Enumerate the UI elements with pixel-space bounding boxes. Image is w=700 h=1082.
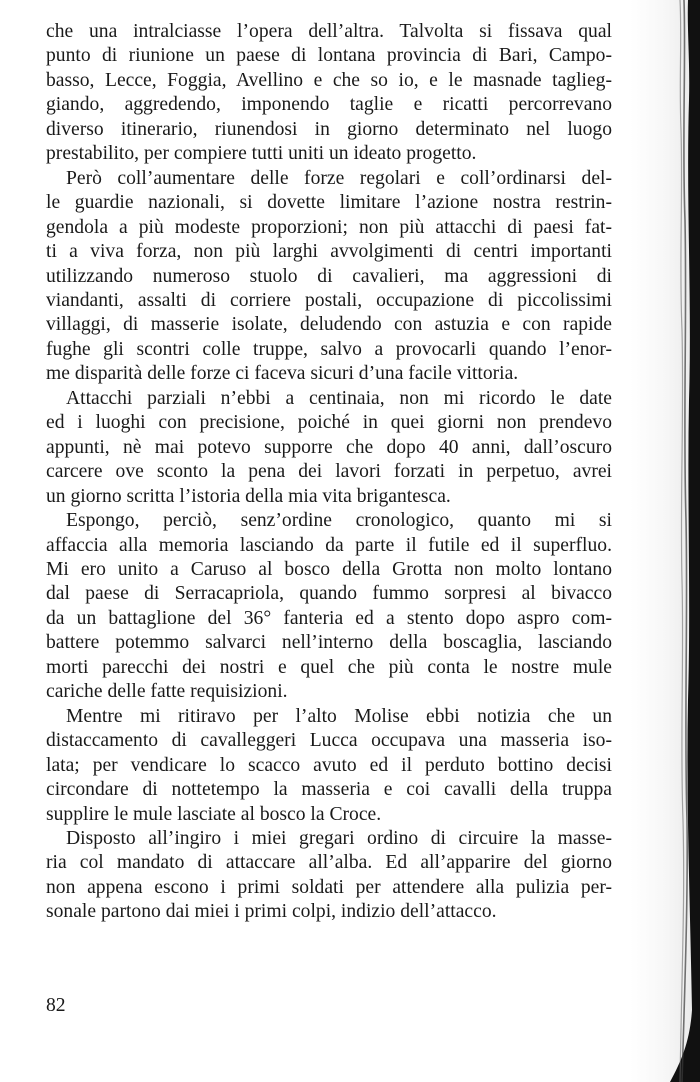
text-line: me disparità delle forze ci faceva sicuri d’una facile vittoria. xyxy=(46,363,519,385)
paragraph-3 xyxy=(46,387,612,509)
text-line: utilizzando numeroso stuolo di cavalieri, ma aggressioni di xyxy=(46,265,612,287)
text-line: ti a viva forza, non più larghi avvolgimenti di centri importanti xyxy=(46,241,612,263)
text-line: da un battaglione del 36° fanteria ed a stento dopo aspro com- xyxy=(46,607,612,629)
book-binding-shadow xyxy=(630,0,700,1082)
paragraph-1 xyxy=(46,20,612,167)
text-line: un giorno scritta l’istoria della mia vita brigantesca. xyxy=(46,485,451,507)
text-line: Espongo, perciò, senz’ordine cronologico, quanto mi si xyxy=(66,510,612,532)
page-number: 82 xyxy=(46,995,66,1016)
paragraph-4 xyxy=(46,509,612,705)
paragraph-5 xyxy=(46,705,612,827)
text-line: carcere ove sconto la pena dei lavori forzati in perpetuo, avrei xyxy=(46,461,612,483)
text-line: ria col mandato di attaccare all’alba. Ed all’apparire del giorno xyxy=(46,852,612,874)
text-line: Mi ero unito a Caruso al bosco della Grotta non molto lontano xyxy=(46,558,612,580)
text-line: le guardie nazionali, si dovette limitare l’azione nostra restrin- xyxy=(46,192,612,214)
text-line: battere potemmo salvarci nell’interno della boscaglia, lasciando xyxy=(46,632,612,654)
text-line: ed i luoghi con precisione, poiché in quei giorni non prendevo xyxy=(46,412,612,434)
paragraph-6 xyxy=(46,827,612,925)
text-line: basso, Lecce, Foggia, Avellino e che so io, e le masnade taglieg- xyxy=(46,69,612,91)
text-line: giando, aggredendo, imponendo taglie e ricatti percorrevano xyxy=(46,94,612,116)
text-line: non appena escono i primi soldati per attendere alla pulizia per- xyxy=(46,876,612,898)
text-line: prestabilito, per compiere tutti uniti un ideato progetto. xyxy=(46,143,477,165)
text-line: che una intralciasse l’opera dell’altra. Talvolta si fissava qual xyxy=(46,21,612,42)
text-line: supplire le mule lasciate al bosco la Croce. xyxy=(46,803,382,825)
text-line: Attacchi parziali n’ebbi a centinaia, non mi ricordo le date xyxy=(66,387,612,409)
text-line: dal paese di Serracapriola, quando fummo sorpresi al bivacco xyxy=(46,583,612,605)
page-text xyxy=(46,20,612,925)
text-line: sonale partono dai miei i primi colpi, indizio dell’attacco. xyxy=(46,901,497,923)
text-line: gendola a più modeste proporzioni; non più attacchi di paesi fat- xyxy=(46,216,612,238)
paragraph-2 xyxy=(46,167,612,387)
text-line: distaccamento di cavalleggeri Lucca occupava una masseria iso- xyxy=(46,730,612,752)
text-line: Disposto all’ingiro i miei gregari ordino di circuire la masse- xyxy=(66,827,612,849)
text-line: affaccia alla memoria lasciando da parte il futile ed il superfluo. xyxy=(46,534,612,556)
text-line: viandanti, assalti di corriere postali, occupazione di piccolissimi xyxy=(46,289,612,311)
text-line: fughe gli scontri colle truppe, salvo a provocarli quando l’enor- xyxy=(46,338,612,360)
text-line: diverso itinerario, riunendosi in giorno determinato nel luogo xyxy=(46,118,612,140)
text-line: Mentre mi ritiravo per l’alto Molise ebbi notizia che un xyxy=(66,705,612,727)
text-line: appunti, nè mai potevo supporre che dopo 40 anni, dall’oscuro xyxy=(46,436,612,458)
text-line: lata; per vendicare lo scacco avuto ed il perduto bottino decisi xyxy=(46,754,612,776)
text-line: punto di riunione un paese di lontana provincia di Bari, Campo- xyxy=(46,45,612,67)
text-line: circondare di nottetempo la masseria e coi cavalli della truppa xyxy=(46,779,612,801)
text-line: Però coll’aumentare delle forze regolari e coll’ordinarsi del- xyxy=(66,167,612,189)
text-line: morti parecchi dei nostri e quel che più conta le nostre mule xyxy=(46,656,612,678)
text-line: villaggi, di masserie isolate, deludendo con astuzia e con rapide xyxy=(46,314,612,336)
text-line: cariche delle fatte requisizioni. xyxy=(46,681,288,703)
